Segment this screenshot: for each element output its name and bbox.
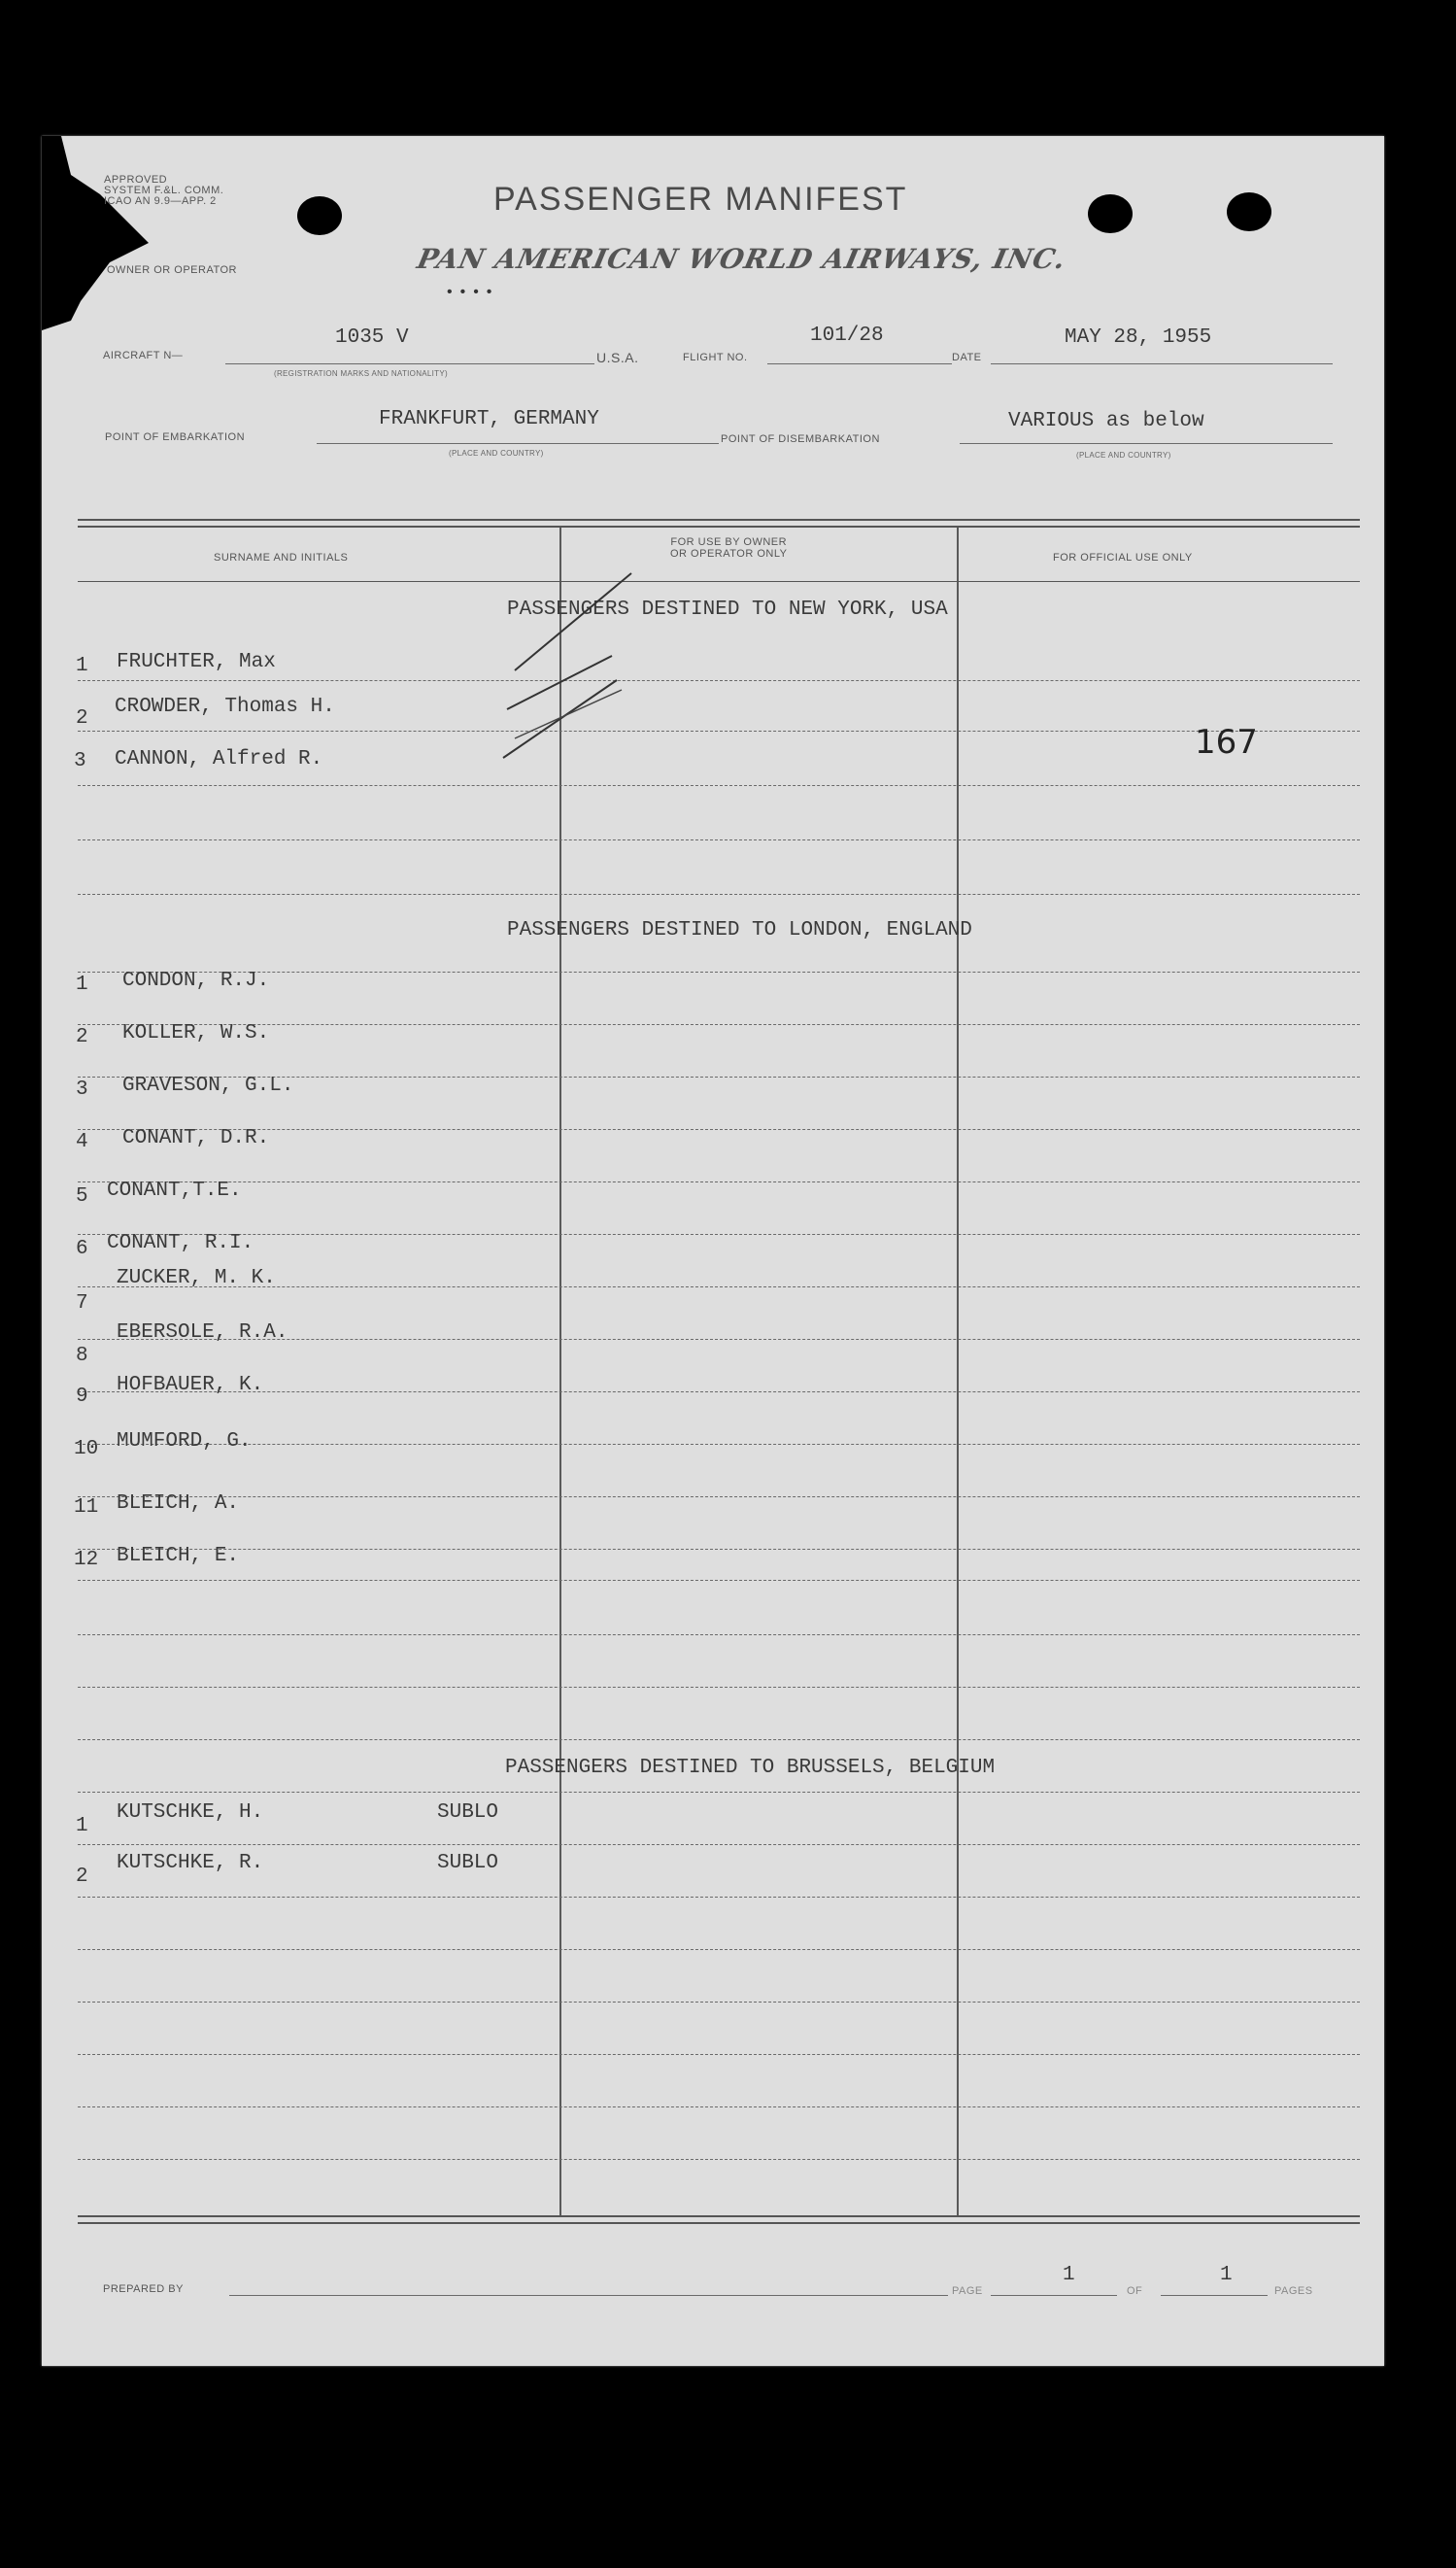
usa-label: U.S.A. xyxy=(596,350,639,365)
disembark-label: POINT OF DISEMBARKATION xyxy=(721,433,880,445)
prepared-label: PREPARED BY xyxy=(103,2283,184,2295)
check-marks xyxy=(495,564,651,777)
page-total: 1 xyxy=(1220,2264,1233,2286)
page-number: 1 xyxy=(1063,2264,1075,2286)
column-header-owner: FOR USE BY OWNER OR OPERATOR ONLY xyxy=(670,536,788,560)
date-value: MAY 28, 1955 xyxy=(1065,326,1212,349)
column-header-name: SURNAME AND INITIALS xyxy=(214,552,349,564)
disembark-value: VARIOUS as below xyxy=(1008,410,1204,432)
torn-corner xyxy=(42,136,158,330)
column-divider xyxy=(559,528,561,2215)
embark-value: FRANKFURT, GERMANY xyxy=(379,408,599,430)
dot-marks: •••• xyxy=(447,284,500,300)
embark-label: POINT OF EMBARKATION xyxy=(105,431,246,443)
page-label: PAGE xyxy=(952,2285,983,2297)
aircraft-sub: (REGISTRATION MARKS AND NATIONALITY) xyxy=(274,369,448,378)
embark-sub: (PLACE AND COUNTRY) xyxy=(449,449,544,458)
flight-label: FLIGHT NO. xyxy=(683,352,748,363)
owner-label: OWNER OR OPERATOR xyxy=(107,264,237,276)
column-divider xyxy=(957,528,959,2215)
company-name: PAN AMERICAN WORLD AIRWAYS, INC. xyxy=(414,243,1069,275)
punch-hole xyxy=(1227,192,1271,231)
official-note: 167 xyxy=(1195,723,1258,762)
group-heading-new-york: PASSENGERS DESTINED TO NEW YORK, USA xyxy=(507,599,948,621)
of-label: OF xyxy=(1127,2285,1143,2297)
disembark-sub: (PLACE AND COUNTRY) xyxy=(1076,451,1171,460)
aircraft-value: 1035 V xyxy=(335,326,409,349)
flight-value: 101/28 xyxy=(810,325,884,347)
group-heading-brussels: PASSENGERS DESTINED TO BRUSSELS, BELGIUM xyxy=(505,1757,996,1779)
column-header-official: FOR OFFICIAL USE ONLY xyxy=(1053,552,1193,564)
form-title: PASSENGER MANIFEST xyxy=(493,181,908,218)
approval-stamp: APPROVED SYSTEM F.&L. COMM. ICAO AN 9.9—APP. 2 xyxy=(104,174,224,207)
punch-hole xyxy=(297,196,342,235)
pages-label: PAGES xyxy=(1274,2285,1313,2297)
group-heading-london: PASSENGERS DESTINED TO LONDON, ENGLAND xyxy=(507,919,972,942)
date-label: DATE xyxy=(952,352,982,363)
punch-hole xyxy=(1088,194,1133,233)
aircraft-label: AIRCRAFT N— xyxy=(103,350,184,361)
